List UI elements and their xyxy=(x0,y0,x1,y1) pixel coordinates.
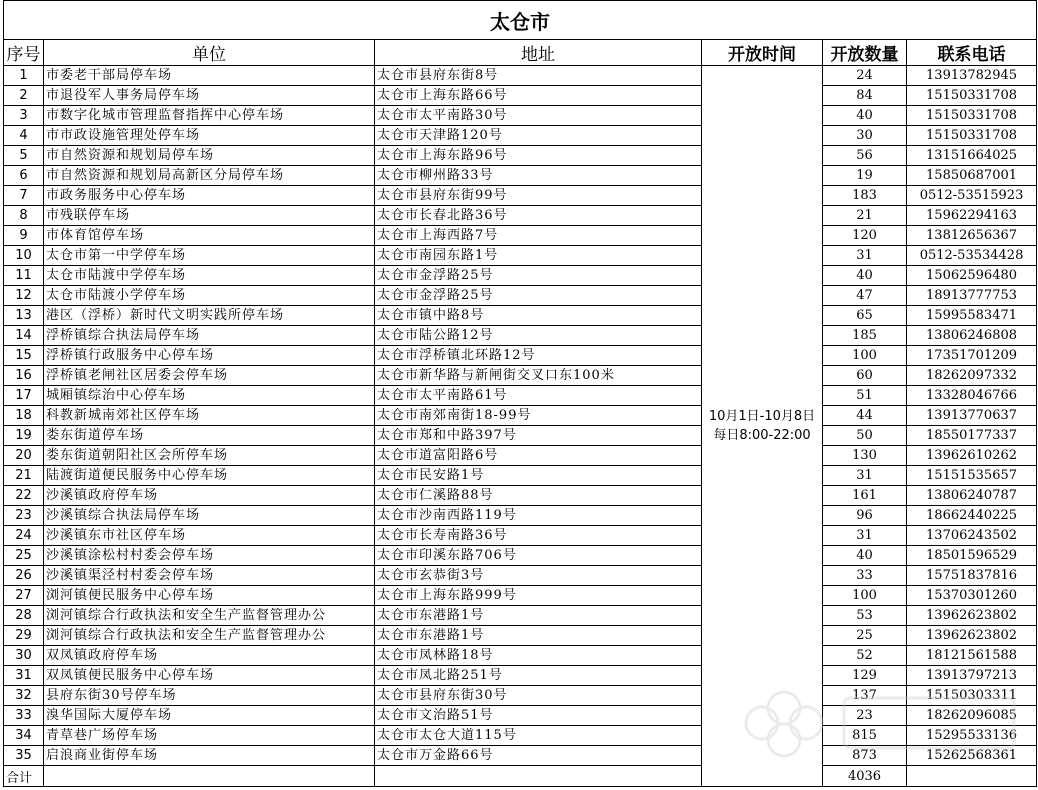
row-number: 14 xyxy=(4,326,44,346)
row-number: 18 xyxy=(4,406,44,426)
total-label: 合计 xyxy=(4,766,44,787)
unit-name: 港区（浮桥）新时代文明实践所停车场 xyxy=(44,306,375,326)
phone-number: 15150303311 xyxy=(907,686,1037,706)
address: 太仓市镇中路8号 xyxy=(375,306,702,326)
row-number: 13 xyxy=(4,306,44,326)
unit-name: 沙溪镇渠泾村村委会停车场 xyxy=(44,566,375,586)
open-quantity: 815 xyxy=(823,726,907,746)
phone-number: 15262568361 xyxy=(907,746,1037,766)
row-number: 7 xyxy=(4,186,44,206)
table-row xyxy=(4,186,1037,206)
table-row xyxy=(4,586,1037,606)
address: 太仓市金浮路25号 xyxy=(375,266,702,286)
sheet-title: 太仓市 xyxy=(4,1,1037,40)
address: 太仓市上海东路999号 xyxy=(375,586,702,606)
table-row xyxy=(4,286,1037,306)
unit-name: 市体育馆停车场 xyxy=(44,226,375,246)
open-quantity: 137 xyxy=(823,686,907,706)
table-row xyxy=(4,226,1037,246)
unit-name: 浏河镇综合行政执法和安全生产监督管理办公 xyxy=(44,626,375,646)
phone-number: 13806246808 xyxy=(907,326,1037,346)
unit-name: 青草巷广场停车场 xyxy=(44,726,375,746)
table-row xyxy=(4,306,1037,326)
total-phone-empty xyxy=(907,766,1037,787)
unit-name: 双凤镇政府停车场 xyxy=(44,646,375,666)
table-row xyxy=(4,566,1037,586)
unit-name: 浮桥镇行政服务中心停车场 xyxy=(44,346,375,366)
address: 太仓市县府东街99号 xyxy=(375,186,702,206)
phone-number: 15370301260 xyxy=(907,586,1037,606)
row-number: 32 xyxy=(4,686,44,706)
address: 太仓市浮桥镇北环路12号 xyxy=(375,346,702,366)
row-number: 25 xyxy=(4,546,44,566)
address: 太仓市柳州路33号 xyxy=(375,166,702,186)
address: 太仓市上海西路7号 xyxy=(375,226,702,246)
phone-number: 13151664025 xyxy=(907,146,1037,166)
row-number: 34 xyxy=(4,726,44,746)
unit-name: 浮桥镇老闸社区居委会停车场 xyxy=(44,366,375,386)
table-row xyxy=(4,326,1037,346)
table-row xyxy=(4,606,1037,626)
phone-number: 15150331708 xyxy=(907,106,1037,126)
header-time: 开放时间 xyxy=(702,40,823,66)
header-phone: 联系电话 xyxy=(907,40,1037,66)
address: 太仓市东港路1号 xyxy=(375,626,702,646)
open-quantity: 56 xyxy=(823,146,907,166)
parking-table xyxy=(3,0,1037,787)
phone-number: 13962623802 xyxy=(907,626,1037,646)
open-quantity: 52 xyxy=(823,646,907,666)
open-quantity: 50 xyxy=(823,426,907,446)
table-row xyxy=(4,106,1037,126)
unit-name: 娄东街道停车场 xyxy=(44,426,375,446)
row-number: 10 xyxy=(4,246,44,266)
header-unit: 单位 xyxy=(44,40,375,66)
address: 太仓市县府东街30号 xyxy=(375,686,702,706)
address: 太仓市东港路1号 xyxy=(375,606,702,626)
row-number: 11 xyxy=(4,266,44,286)
address: 太仓市沙南西路119号 xyxy=(375,506,702,526)
table-row xyxy=(4,366,1037,386)
row-number: 20 xyxy=(4,446,44,466)
address: 太仓市天津路120号 xyxy=(375,126,702,146)
unit-name: 城厢镇综治中心停车场 xyxy=(44,386,375,406)
open-quantity: 25 xyxy=(823,626,907,646)
address: 太仓市陆公路12号 xyxy=(375,326,702,346)
unit-name: 娄东街道朝阳社区会所停车场 xyxy=(44,446,375,466)
address: 太仓市民安路1号 xyxy=(375,466,702,486)
open-quantity: 96 xyxy=(823,506,907,526)
phone-number: 15751837816 xyxy=(907,566,1037,586)
unit-name: 浏河镇综合行政执法和安全生产监督管理办公 xyxy=(44,606,375,626)
address: 太仓市太平南路30号 xyxy=(375,106,702,126)
table-row xyxy=(4,506,1037,526)
total-address-empty xyxy=(375,766,702,787)
row-number: 33 xyxy=(4,706,44,726)
row-number: 1 xyxy=(4,66,44,86)
unit-name: 沙溪镇东市社区停车场 xyxy=(44,526,375,546)
header-row xyxy=(4,40,1037,66)
address: 太仓市文治路51号 xyxy=(375,706,702,726)
open-quantity: 100 xyxy=(823,586,907,606)
open-quantity: 84 xyxy=(823,86,907,106)
address: 太仓市长寿南路36号 xyxy=(375,526,702,546)
table-row xyxy=(4,626,1037,646)
open-quantity: 40 xyxy=(823,106,907,126)
unit-name: 沙溪镇涂松村村委会停车场 xyxy=(44,546,375,566)
address: 太仓市上海东路66号 xyxy=(375,86,702,106)
open-quantity: 873 xyxy=(823,746,907,766)
unit-name: 浏河镇便民服务中心停车场 xyxy=(44,586,375,606)
phone-number: 13913797213 xyxy=(907,666,1037,686)
address: 太仓市凤北路251号 xyxy=(375,666,702,686)
row-number: 4 xyxy=(4,126,44,146)
table-row xyxy=(4,466,1037,486)
phone-number: 13913770637 xyxy=(907,406,1037,426)
row-number: 15 xyxy=(4,346,44,366)
row-number: 5 xyxy=(4,146,44,166)
open-quantity: 40 xyxy=(823,266,907,286)
phone-number: 13962610262 xyxy=(907,446,1037,466)
row-number: 22 xyxy=(4,486,44,506)
table-row xyxy=(4,126,1037,146)
phone-number: 13962623802 xyxy=(907,606,1037,626)
phone-number: 15995583471 xyxy=(907,306,1037,326)
table-row xyxy=(4,386,1037,406)
row-number: 23 xyxy=(4,506,44,526)
unit-name: 市政务服务中心停车场 xyxy=(44,186,375,206)
header-quantity: 开放数量 xyxy=(823,40,907,66)
open-quantity: 51 xyxy=(823,386,907,406)
unit-name: 沙溪镇政府停车场 xyxy=(44,486,375,506)
unit-name: 市自然资源和规划局高新区分局停车场 xyxy=(44,166,375,186)
table-row xyxy=(4,686,1037,706)
unit-name: 太仓市陆渡中学停车场 xyxy=(44,266,375,286)
table-row xyxy=(4,706,1037,726)
phone-number: 18262097332 xyxy=(907,366,1037,386)
row-number: 28 xyxy=(4,606,44,626)
unit-name: 陆渡街道便民服务中心停车场 xyxy=(44,466,375,486)
address: 太仓市长春北路36号 xyxy=(375,206,702,226)
table-row xyxy=(4,146,1037,166)
address: 太仓市金浮路25号 xyxy=(375,286,702,306)
phone-number: 15150331708 xyxy=(907,126,1037,146)
row-number: 30 xyxy=(4,646,44,666)
row-number: 35 xyxy=(4,746,44,766)
open-quantity: 47 xyxy=(823,286,907,306)
open-time-dates: 10月1日-10月8日 xyxy=(708,409,816,424)
unit-name: 浮桥镇综合执法局停车场 xyxy=(44,326,375,346)
table-row xyxy=(4,206,1037,226)
open-quantity: 33 xyxy=(823,566,907,586)
address: 太仓市印溪东路706号 xyxy=(375,546,702,566)
row-number: 19 xyxy=(4,426,44,446)
open-quantity: 100 xyxy=(823,346,907,366)
address: 太仓市上海东路96号 xyxy=(375,146,702,166)
row-number: 3 xyxy=(4,106,44,126)
open-quantity: 185 xyxy=(823,326,907,346)
open-quantity: 31 xyxy=(823,246,907,266)
table-row xyxy=(4,246,1037,266)
phone-number: 18121561588 xyxy=(907,646,1037,666)
unit-name: 启浪商业街停车场 xyxy=(44,746,375,766)
unit-name: 双凤镇便民服务中心停车场 xyxy=(44,666,375,686)
unit-name: 市数字化城市管理监督指挥中心停车场 xyxy=(44,106,375,126)
unit-name: 市自然资源和规划局停车场 xyxy=(44,146,375,166)
address: 太仓市南园东路1号 xyxy=(375,246,702,266)
open-quantity: 60 xyxy=(823,366,907,386)
table-row xyxy=(4,446,1037,466)
open-quantity: 31 xyxy=(823,466,907,486)
table-row xyxy=(4,526,1037,546)
phone-number: 13806240787 xyxy=(907,486,1037,506)
row-number: 24 xyxy=(4,526,44,546)
open-quantity: 129 xyxy=(823,666,907,686)
total-quantity: 4036 xyxy=(823,766,907,787)
address: 太仓市仁溪路88号 xyxy=(375,486,702,506)
table-row xyxy=(4,666,1037,686)
unit-name: 太仓市第一中学停车场 xyxy=(44,246,375,266)
phone-number: 13706243502 xyxy=(907,526,1037,546)
address: 太仓市玄恭街3号 xyxy=(375,566,702,586)
open-quantity: 44 xyxy=(823,406,907,426)
unit-name: 市委老干部局停车场 xyxy=(44,66,375,86)
open-quantity: 161 xyxy=(823,486,907,506)
open-time-cell xyxy=(702,66,823,787)
table-row xyxy=(4,486,1037,506)
phone-number: 13328046766 xyxy=(907,386,1037,406)
row-number: 2 xyxy=(4,86,44,106)
address: 太仓市道富阳路6号 xyxy=(375,446,702,466)
address: 太仓市南郊南街18-99号 xyxy=(375,406,702,426)
table-row xyxy=(4,406,1037,426)
row-number: 8 xyxy=(4,206,44,226)
address: 太仓市郑和中路397号 xyxy=(375,426,702,446)
phone-number: 0512-53515923 xyxy=(907,186,1037,206)
open-quantity: 23 xyxy=(823,706,907,726)
row-number: 9 xyxy=(4,226,44,246)
unit-name: 太仓市陆渡小学停车场 xyxy=(44,286,375,306)
phone-number: 17351701209 xyxy=(907,346,1037,366)
open-quantity: 21 xyxy=(823,206,907,226)
table-row xyxy=(4,546,1037,566)
address: 太仓市新华路与新闸街交叉口东100米 xyxy=(375,366,702,386)
phone-number: 15962294163 xyxy=(907,206,1037,226)
open-quantity: 120 xyxy=(823,226,907,246)
open-quantity: 183 xyxy=(823,186,907,206)
table-row xyxy=(4,86,1037,106)
unit-name: 溴华国际大厦停车场 xyxy=(44,706,375,726)
row-number: 27 xyxy=(4,586,44,606)
open-quantity: 130 xyxy=(823,446,907,466)
unit-name: 沙溪镇综合执法局停车场 xyxy=(44,506,375,526)
phone-number: 18550177337 xyxy=(907,426,1037,446)
open-quantity: 30 xyxy=(823,126,907,146)
phone-number: 15062596480 xyxy=(907,266,1037,286)
row-number: 26 xyxy=(4,566,44,586)
open-quantity: 24 xyxy=(823,66,907,86)
table-row xyxy=(4,346,1037,366)
table-row xyxy=(4,66,1037,86)
open-quantity: 40 xyxy=(823,546,907,566)
phone-number: 13913782945 xyxy=(907,66,1037,86)
table-row xyxy=(4,746,1037,766)
phone-number: 18913777753 xyxy=(907,286,1037,306)
open-quantity: 31 xyxy=(823,526,907,546)
header-no: 序号 xyxy=(4,40,44,66)
address: 太仓市县府东街8号 xyxy=(375,66,702,86)
open-quantity: 65 xyxy=(823,306,907,326)
phone-number: 18262096085 xyxy=(907,706,1037,726)
row-number: 29 xyxy=(4,626,44,646)
total-unit-empty xyxy=(44,766,375,787)
total-row xyxy=(4,766,1037,787)
row-number: 12 xyxy=(4,286,44,306)
row-number: 16 xyxy=(4,366,44,386)
row-number: 31 xyxy=(4,666,44,686)
table-row xyxy=(4,646,1037,666)
phone-number: 0512-53534428 xyxy=(907,246,1037,266)
address: 太仓市太仓大道115号 xyxy=(375,726,702,746)
table-row xyxy=(4,426,1037,446)
phone-number: 18662440225 xyxy=(907,506,1037,526)
unit-name: 市残联停车场 xyxy=(44,206,375,226)
phone-number: 15150331708 xyxy=(907,86,1037,106)
open-quantity: 53 xyxy=(823,606,907,626)
phone-number: 15151535657 xyxy=(907,466,1037,486)
unit-name: 市市政设施管理处停车场 xyxy=(44,126,375,146)
address: 太仓市太平南路61号 xyxy=(375,386,702,406)
open-time-hours: 每日8:00-22:00 xyxy=(713,428,811,443)
phone-number: 15850687001 xyxy=(907,166,1037,186)
open-quantity: 19 xyxy=(823,166,907,186)
phone-number: 18501596529 xyxy=(907,546,1037,566)
unit-name: 市退役军人事务局停车场 xyxy=(44,86,375,106)
address: 太仓市凤林路18号 xyxy=(375,646,702,666)
row-number: 6 xyxy=(4,166,44,186)
phone-number: 15295533136 xyxy=(907,726,1037,746)
unit-name: 科教新城南郊社区停车场 xyxy=(44,406,375,426)
table-row xyxy=(4,166,1037,186)
phone-number: 13812656367 xyxy=(907,226,1037,246)
header-address: 地址 xyxy=(375,40,702,66)
address: 太仓市万金路66号 xyxy=(375,746,702,766)
table-row xyxy=(4,266,1037,286)
row-number: 21 xyxy=(4,466,44,486)
row-number: 17 xyxy=(4,386,44,406)
unit-name: 县府东街30号停车场 xyxy=(44,686,375,706)
table-row xyxy=(4,726,1037,746)
